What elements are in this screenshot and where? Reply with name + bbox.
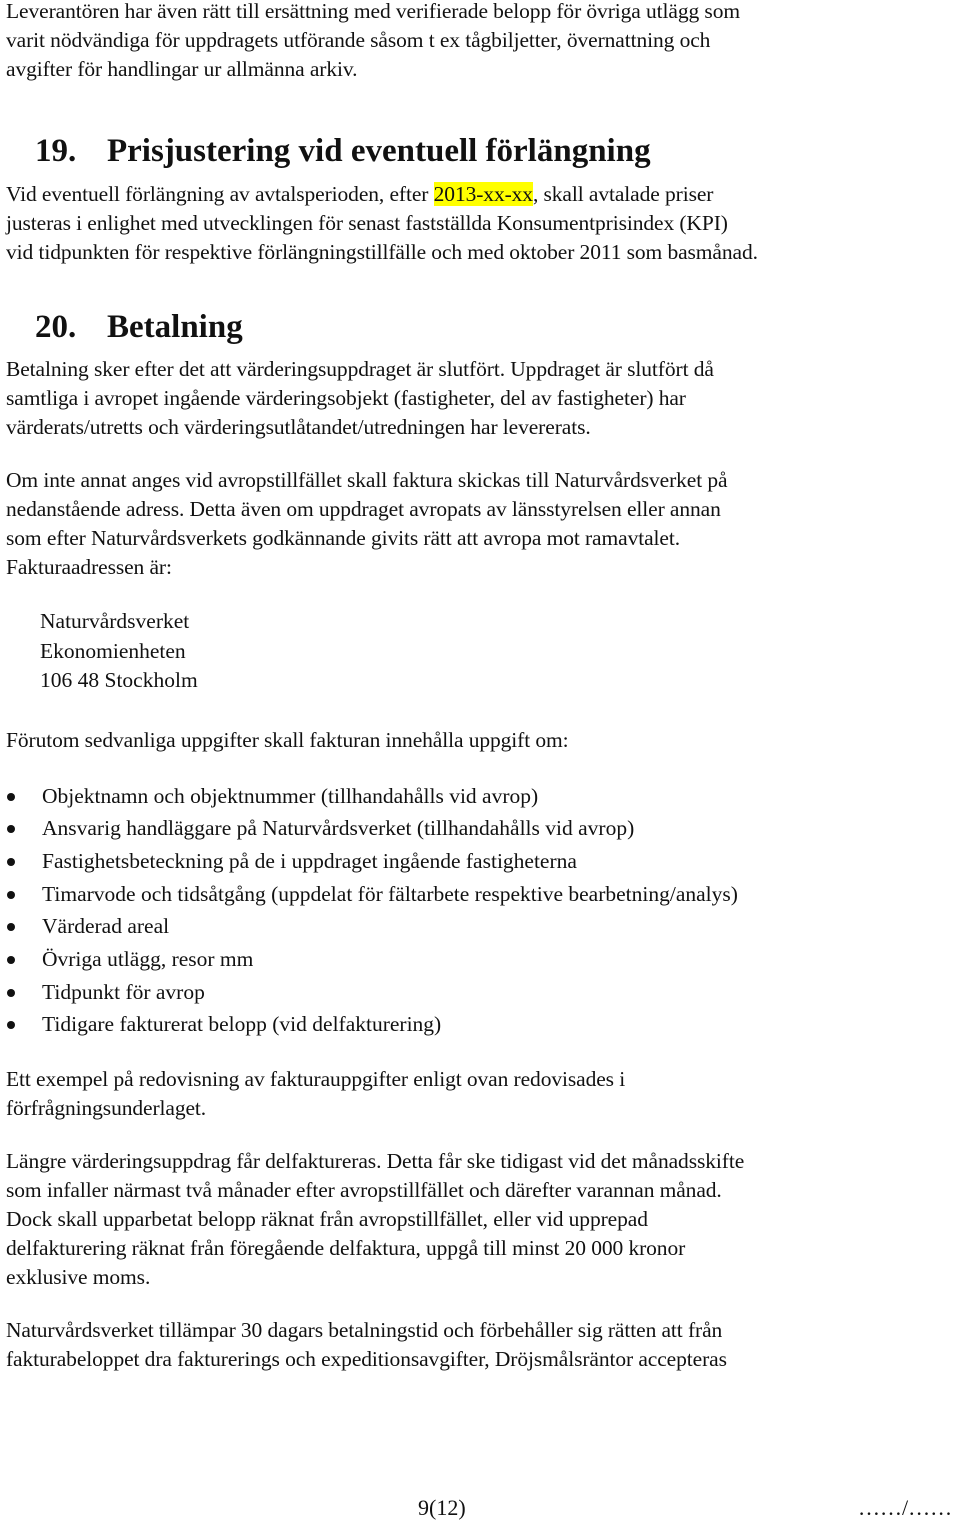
text-line: exklusive moms.	[6, 1265, 151, 1290]
list-item	[6, 845, 950, 878]
invoice-requirements-list	[6, 780, 950, 1042]
section-number: 20.	[35, 309, 77, 345]
text-line: fakturabeloppet dra fakturerings och expeditionsavgifter, Dröjsmålsräntor accepteras	[6, 1347, 727, 1372]
text-line: Längre värderingsuppdrag får delfaktureras. Detta får ske tidigast vid det månadsskifte	[6, 1149, 745, 1174]
address-line: Ekonomienheten	[40, 638, 186, 663]
bullet-icon	[7, 956, 15, 964]
text-line: nedanstående adress. Detta även om uppdraget avropats av länsstyrelsen eller annan	[6, 497, 721, 521]
address-line: 106 48 Stockholm	[40, 668, 198, 692]
payment-terms-paragraph	[6, 1316, 950, 1374]
text-line: Naturvårdsverket tillämpar 30 dagars betalningstid och förbehåller sig rätten att från	[6, 1318, 723, 1343]
list-item	[6, 976, 950, 1009]
section-title: Betalning	[107, 309, 243, 345]
invoice-address	[6, 607, 950, 696]
section-title: Prisjustering vid eventuell förlängning	[107, 133, 651, 169]
text-segment: Vid eventuell förlängning av avtalsperioden, efter	[6, 182, 434, 206]
list-intro	[6, 726, 950, 755]
section-19-paragraph	[6, 180, 950, 267]
list-item-text: Fastighetsbeteckning på de i uppdraget ingående fastigheterna	[42, 848, 577, 873]
example-paragraph	[6, 1065, 950, 1123]
bullet-icon	[7, 1021, 15, 1029]
partial-invoicing-paragraph	[6, 1147, 950, 1292]
continuation-marker: ……/……	[858, 1495, 953, 1520]
text-line: samtliga i avropet ingående värderingsobjekt (fastigheter, del av fastigheter) har	[6, 386, 686, 410]
text-line: förfrågningsunderlaget.	[6, 1096, 207, 1121]
section-20-heading	[6, 307, 950, 347]
text-line: Fakturaadressen är:	[6, 555, 172, 579]
list-item	[6, 812, 950, 845]
page-number: 9(12)	[418, 1495, 466, 1520]
text-line: Dock skall upparbetat belopp räknat från avropstillfället, eller vid upprepad	[6, 1207, 648, 1232]
intro-paragraph	[6, 0, 950, 84]
text-line: Ett exempel på redovisning av fakturauppgifter enligt ovan redovisades i	[6, 1067, 626, 1092]
list-item-text: Tidpunkt för avrop	[42, 979, 205, 1004]
text-line: vid tidpunkten för respektive förlängningstillfälle och med oktober 2011 som basmånad.	[6, 240, 758, 264]
list-item	[6, 943, 950, 976]
invoice-address-paragraph	[6, 466, 950, 582]
list-item-text: Övriga utlägg, resor mm	[42, 947, 254, 972]
bullet-icon	[7, 891, 15, 899]
section-19-heading	[6, 131, 950, 171]
list-item	[6, 878, 950, 911]
text-line: delfakturering räknat från föregående delfaktura, uppgå till minst 20 000 kronor	[6, 1236, 686, 1261]
bullet-icon	[7, 858, 15, 866]
list-item	[6, 780, 950, 813]
section-number: 19.	[35, 133, 77, 169]
payment-paragraph	[6, 355, 950, 442]
bullet-icon	[7, 793, 15, 801]
bullet-icon	[7, 923, 15, 931]
address-line: Naturvårdsverket	[40, 609, 190, 633]
bullet-icon	[7, 989, 15, 997]
list-item-text: Värderad areal	[42, 914, 170, 939]
text-line: värderats/utretts och värderingsutlåtandet/utredningen har levererats.	[6, 415, 591, 439]
list-item	[6, 910, 950, 943]
text-line: Om inte annat anges vid avropstillfället skall faktura skickas till Naturvårdsverket på	[6, 468, 728, 492]
document-page	[6, 0, 950, 1374]
text-line: justeras i enlighet med utvecklingen för senast fastställda Konsumentprisindex (KPI)	[6, 211, 728, 235]
text-line: Betalning sker efter det att värderingsuppdraget är slutfört. Uppdraget är slutfört då	[6, 357, 714, 381]
text-line: som infaller närmast två månader efter avropstillfället och därefter varannan månad.	[6, 1178, 722, 1203]
list-item	[6, 1008, 950, 1041]
list-item-text: Timarvode och tidsåtgång (uppdelat för fältarbete respektive bearbetning/analys)	[42, 881, 738, 906]
list-item-text: Ansvarig handläggare på Naturvårdsverket (tillhandahålls vid avrop)	[42, 816, 635, 841]
text-line: Leverantören har även rätt till ersättning med verifierade belopp för övriga utlägg som	[6, 0, 740, 23]
bullet-icon	[7, 825, 15, 833]
list-item-text: Objektnamn och objektnummer (tillhandahålls vid avrop)	[42, 783, 539, 808]
text-line: Förutom sedvanliga uppgifter skall fakturan innehålla uppgift om:	[6, 727, 569, 752]
text-line: avgifter för handlingar ur allmänna arkiv.	[6, 57, 358, 81]
highlighted-date: 2013-xx-xx	[433, 182, 533, 206]
text-line: som efter Naturvårdsverkets godkännande givits rätt att avropa mot ramavtalet.	[6, 526, 680, 550]
text-line: varit nödvändiga för uppdragets utförande såsom t ex tågbiljetter, övernattning och	[6, 28, 711, 52]
text-segment: , skall avtalade priser	[532, 182, 714, 206]
list-item-text: Tidigare fakturerat belopp (vid delfakturering)	[42, 1012, 442, 1037]
